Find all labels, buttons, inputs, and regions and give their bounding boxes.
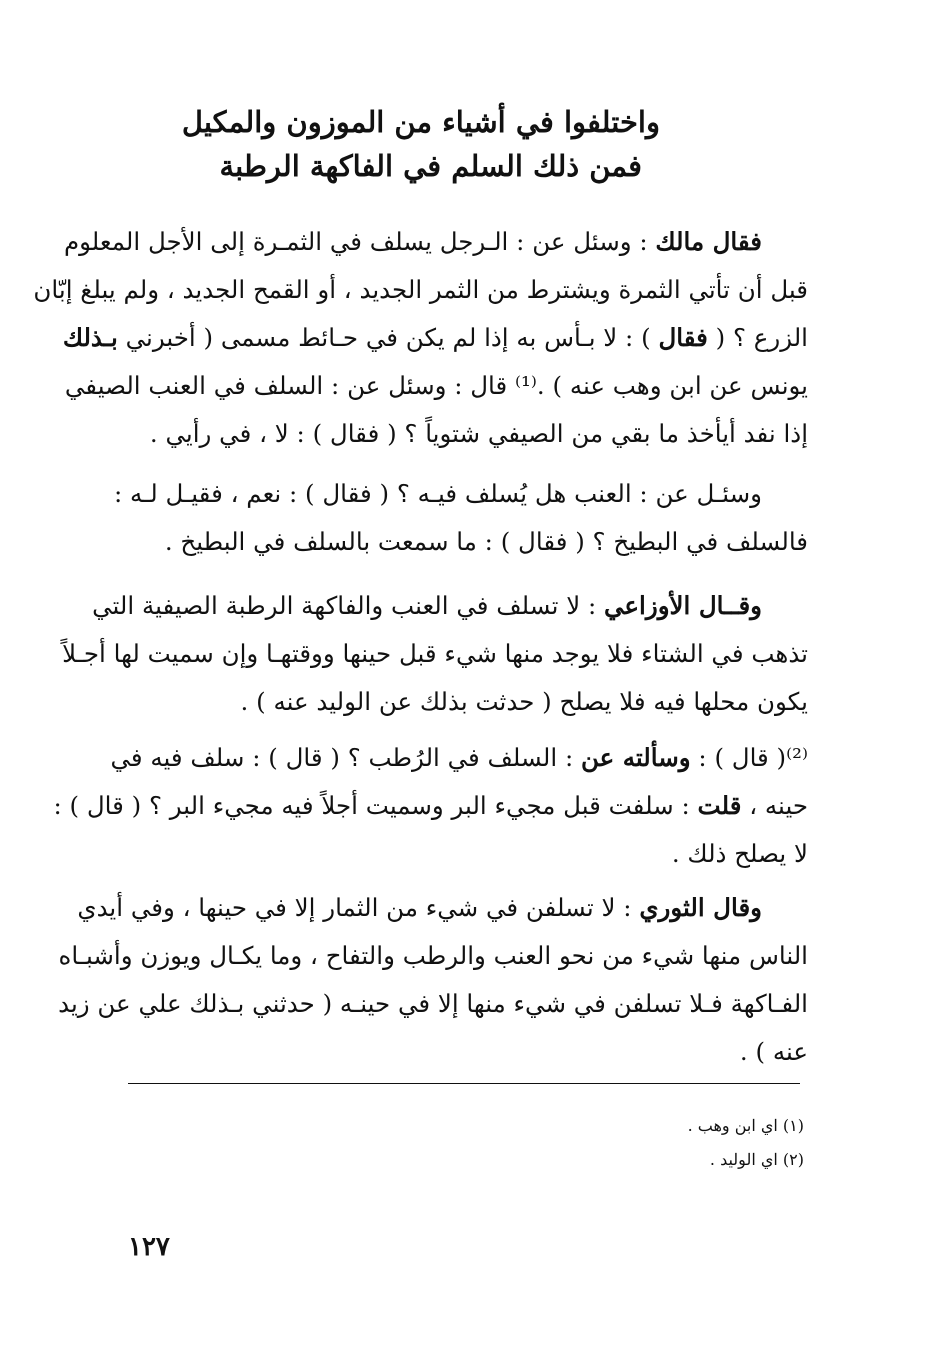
footnote-1: (١) اي ابن وهب . xyxy=(687,1116,804,1135)
text-span: : لا تسلف في العنب والفاكهة الرطبة الصيفية التي xyxy=(92,591,605,620)
footnote-2: (٢) اي الوليد . xyxy=(709,1150,804,1169)
text-line xyxy=(92,582,808,630)
text-span: ⁽²⁾( قال ) : xyxy=(690,743,808,772)
text-line: الناس منها شيء من نحو العنب والرطب والتفاح ، وما يكـال ويوزن وأشبـاه xyxy=(58,941,808,970)
text-span: : السلف في الرُطب ؟ ( قال ) : سلف فيه في xyxy=(110,743,581,772)
footnote-divider xyxy=(128,1083,800,1084)
text-line: فالسلف في البطيخ ؟ ( فقال ) : ما سمعت بالسلف في البطيخ . xyxy=(164,527,808,556)
paragraph-question xyxy=(53,734,808,878)
text-line xyxy=(62,314,808,362)
bold-span: وسألته عن xyxy=(580,743,691,772)
page-number: ١٢٧ xyxy=(128,1232,170,1262)
chapter-heading-line-1: واختلفوا في أشياء من الموزون والمكيل xyxy=(181,105,660,139)
text-span: الزرع ؟ ( xyxy=(707,323,808,352)
text-line: تذهب في الشتاء فلا يوجد منها شيء قبل حينها ووقتهـا وإن سميت لها أجـلاً xyxy=(62,639,808,668)
text-line: يونس عن ابن وهب عنه ) .⁽¹⁾ قال : وسئل عن : السلف في العنب الصيفي xyxy=(64,371,808,400)
text-line: إذا نفد أيأخذ ما بقي من الصيفي شتوياً ؟ ( فقال ) : لا ، في رأيي . xyxy=(149,419,808,448)
text-line: يكون محلها فيه فلا يصلح ( حدثت بذلك عن الوليد عنه ) . xyxy=(240,687,808,716)
text-line xyxy=(110,734,808,782)
text-line xyxy=(77,884,808,932)
text-line xyxy=(63,218,808,266)
text-line: لا يصلح ذلك . xyxy=(671,839,808,868)
paragraph-thawri xyxy=(58,884,808,1076)
text-line: قبل أن تأتي الثمرة ويشترط من الثمر الجديد ، أو القمح الجديد ، ولم يبلغ إبّان xyxy=(33,275,808,304)
chapter-heading-line-2: فمن ذلك السلم في الفاكهة الرطبة xyxy=(219,149,642,183)
bold-span: قلت xyxy=(697,791,742,820)
text-line: وسئـل عن : العنب هل يُسلف فيـه ؟ ( فقال ) : نعم ، فقيـل لـه : xyxy=(113,479,762,508)
bold-span: بـذلك xyxy=(62,323,118,352)
text-line: عنه ) . xyxy=(739,1037,808,1066)
text-line: الفـاكهة فـلا تسلفن في شيء منها إلا في حينـه ( حدثني بـذلك علي عن زيد xyxy=(58,989,808,1018)
paragraph-awzai xyxy=(62,582,808,726)
speaker-name: فقال مالك xyxy=(655,227,762,256)
text-span: : لا تسلفن في شيء من الثمار إلا في حينها ، وفي أيدي xyxy=(77,893,640,922)
text-line xyxy=(53,782,808,830)
text-span: : سلفت قبل مجيء البر وسميت أجلاً فيه مجيء البر ؟ ( قال ) : xyxy=(53,791,698,820)
text-span: : وسئل عن : الـرجل يسلف في الثمـرة إلى الأجل المعلوم xyxy=(63,227,656,256)
paragraph-malik xyxy=(33,218,808,458)
bold-span: فقال xyxy=(658,323,708,352)
text-span: حينه ، xyxy=(741,791,808,820)
speaker-name: وقــال الأوزاعي xyxy=(604,591,762,620)
speaker-name: وقال الثوري xyxy=(639,893,762,922)
text-span: ) : لا بـأس به إذا لم يكن في حـائط مسمى ( أخبرني xyxy=(117,323,659,352)
paragraph-grapes xyxy=(113,470,808,566)
